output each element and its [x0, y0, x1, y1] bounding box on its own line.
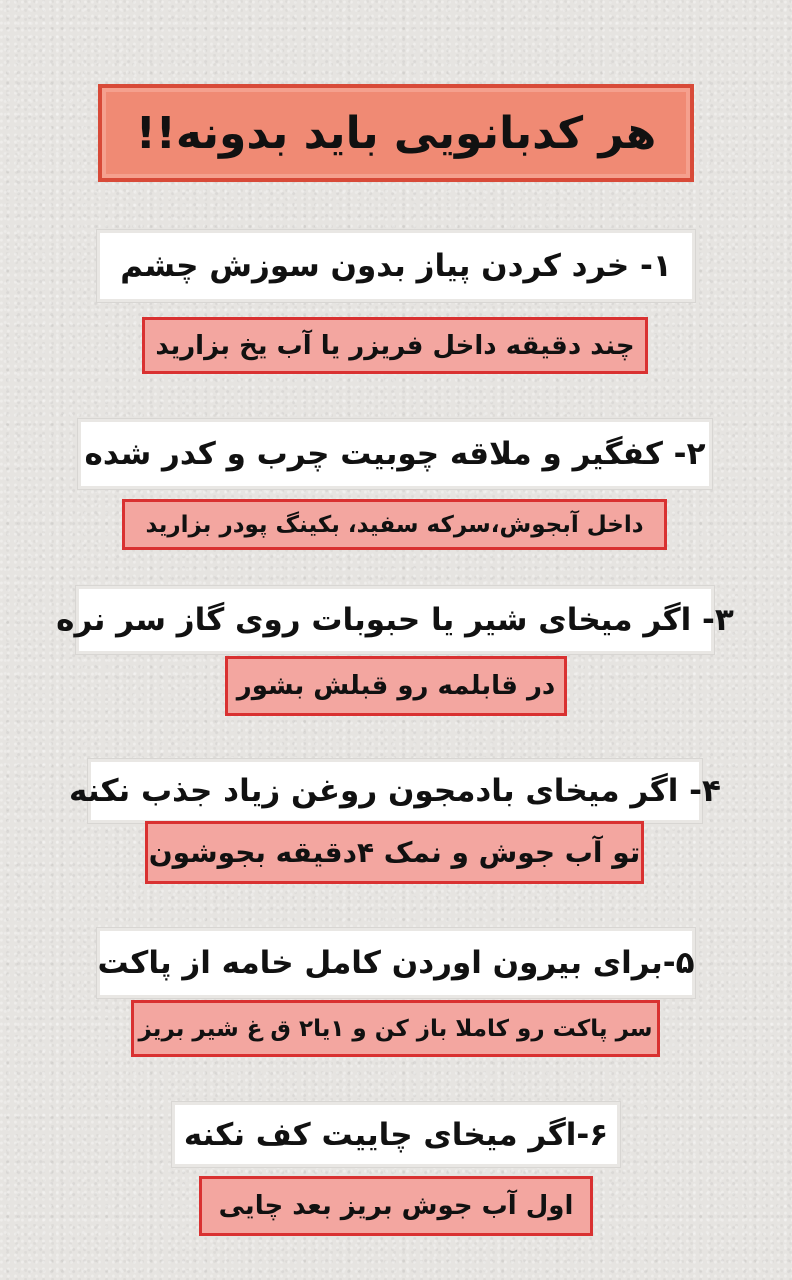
tip-4-answer: تو آب جوش و نمک ۴دقیقه بجوشون	[145, 821, 644, 884]
tip-2-answer: داخل آبجوش،سرکه سفید، بکینگ پودر بزارید	[122, 499, 667, 550]
tip-1-heading: ۱- خرد کردن پیاز بدون سوزش چشم	[97, 230, 695, 302]
tip-6-answer: اول آب جوش بریز بعد چایی	[199, 1176, 593, 1236]
tip-2-heading: ۲- کفگیر و ملاقه چوبیت چرب و کدر شده	[78, 419, 712, 489]
tip-3-heading: ۳- اگر میخای شیر یا حبوبات روی گاز سر نره	[76, 586, 714, 654]
tip-3-answer: در قابلمه رو قبلش بشور	[225, 656, 567, 716]
tip-4-heading: ۴- اگر میخای بادمجون روغن زیاد جذب نکنه	[88, 759, 702, 823]
tip-5-answer: سر پاکت رو کاملا باز کن و ۱یا۲ ق غ شیر بریز	[131, 1000, 660, 1057]
tip-5-heading: ۵-برای بیرون اوردن کامل خامه از پاکت	[97, 928, 695, 998]
page-title: هر کدبانویی باید بدونه!!	[98, 84, 694, 182]
tip-6-heading: ۶-اگر میخای چاییت کف نکنه	[172, 1102, 620, 1167]
tip-1-answer: چند دقیقه داخل فریزر یا آب یخ بزارید	[142, 317, 648, 374]
